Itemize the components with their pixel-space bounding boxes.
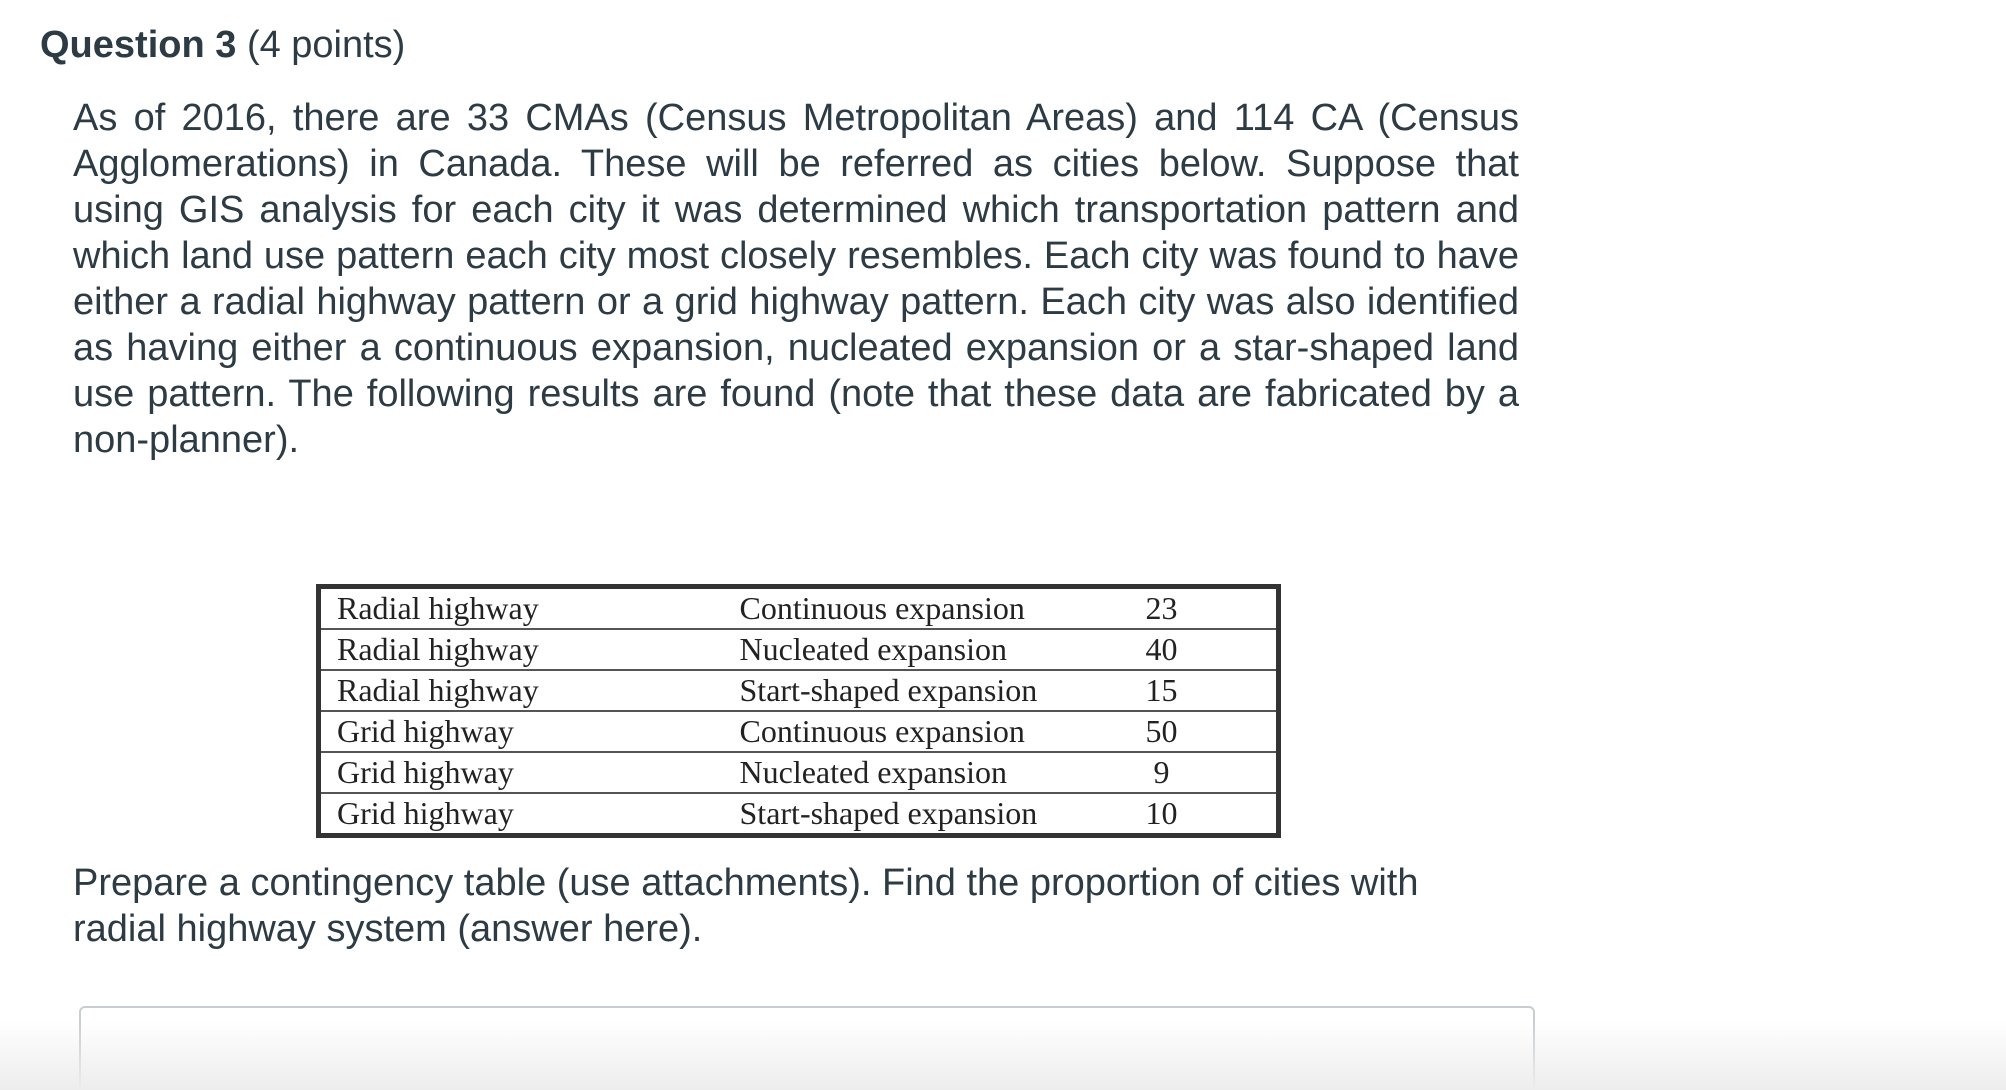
highway-cell: Grid highway <box>319 711 724 752</box>
question-points: (4 points) <box>246 24 406 66</box>
expansion-cell: Start-shaped expansion <box>724 670 1132 711</box>
expansion-cell: Continuous expansion <box>724 587 1132 630</box>
count-cell: 23 <box>1145 590 1178 626</box>
highway-cell: Grid highway <box>319 752 724 793</box>
table-row <box>319 629 1279 670</box>
expansion-cell: Start-shaped expansion <box>739 795 1038 831</box>
expansion-cell: Continuous expansion <box>724 711 1132 752</box>
table-row <box>319 711 1279 752</box>
highway-cell: Radial highway <box>319 587 724 630</box>
question-title: Question 3 <box>40 24 237 66</box>
highway-cell: Grid highway <box>337 795 514 831</box>
table-row <box>319 670 1279 711</box>
count-cell: 10 <box>1145 795 1178 831</box>
question-prompt: Prepare a contingency table (use attachments). Find the proportion of cities with radial highway system (answer here). <box>73 862 1419 950</box>
count-cell: 15 <box>1145 672 1178 708</box>
count-cell: 40 <box>1145 631 1178 667</box>
expansion-cell: Nucleated expansion <box>724 752 1132 793</box>
highway-cell: Radial highway <box>319 670 724 711</box>
answer-input[interactable] <box>79 1006 1535 1090</box>
table-row <box>319 752 1279 793</box>
question-header <box>40 20 405 70</box>
expansion-cell: Nucleated expansion <box>724 629 1132 670</box>
question-body: As of 2016, there are 33 CMAs (Census Metropolitan Areas) and 114 CA (Census Agglomerations) in Canada. These will be referred as cities below. Suppose that using GIS analysis for each city it was determined which transportation pattern and which land use pattern each city most closely resembles. Each city was found to have either a radial highway pattern or a grid highway pattern. Each city was also identified as having either a continuous expansion, nucleated expansion or a star-shaped land use pattern. The following results are found (note that these data are fabricated by a non-planner). <box>73 97 1519 461</box>
table-row <box>319 793 1279 836</box>
highway-cell: Radial highway <box>319 629 724 670</box>
count-cell: 50 <box>1145 713 1178 749</box>
table-row <box>319 587 1279 630</box>
count-cell: 9 <box>1153 754 1170 790</box>
data-table <box>316 584 1281 838</box>
